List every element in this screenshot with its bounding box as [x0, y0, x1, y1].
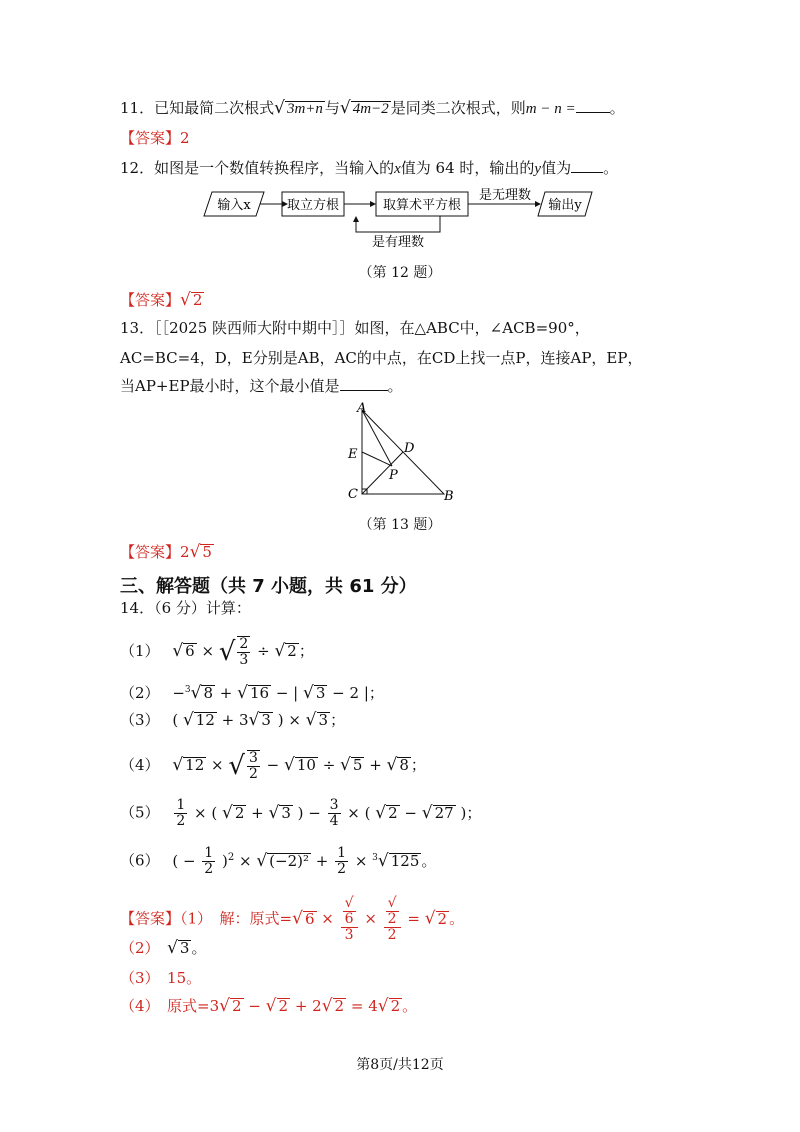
q11-radical-2: 4m−2: [352, 101, 389, 117]
q14-answer-4: （4） 原式=3√ 2 − √ 2 + 2√ 2 = 4√ 2 。: [120, 996, 418, 1016]
label-e: E: [348, 447, 358, 462]
flow-irrational-label: 是无理数: [478, 188, 532, 203]
flow-input-label: 输入x: [217, 198, 251, 213]
q13-answer: 【答案】2√ 5: [120, 542, 212, 562]
label-c: C: [348, 487, 358, 502]
page-footer: 第8页/共12页: [356, 1057, 444, 1073]
q14-item-6: （6） ( − $\frac{1}{2}$ )$^2$ × √ (−2)² + $\frac{1}{2}$ × $^3$√ 125 。: [120, 845, 437, 877]
q14-item-2: （2） −$^3$√ 8 + √ 16 − | √ 3 − 2 |；: [120, 683, 384, 703]
flow-output-label: 输出y: [548, 198, 582, 213]
q14-item-1: （1） √ 6 × √ $\frac{2}{3}$ ÷ √ 2 ；: [120, 636, 314, 668]
q14-answer-2: （2） √ 3 。: [120, 938, 207, 958]
q13-line-3: 当AP+EP最小时，这个最小值是 。: [120, 377, 403, 395]
q14-answer-3: （3） 15。: [120, 969, 202, 987]
q13-line-2: AC=BC=4，D，E分别是AB，AC的中点，在CD上找一点P，连接AP，EP，: [120, 349, 643, 367]
q12-caption: （第 12 题）: [358, 265, 442, 281]
q14-head: 14．（6 分）计算：: [120, 599, 251, 617]
label-p: P: [389, 468, 398, 483]
q12-flowchart: [200, 184, 600, 254]
flow-cube-root-label: 取立方根: [286, 198, 340, 213]
q14-item-5: （5） $\frac{1}{2}$ × ( √ 2 + √ 3 ) − $\frac{3}{4}$ × ( √ 2 − √ 27 )；: [120, 797, 482, 829]
segment-ap: [362, 410, 392, 466]
q11-radical-1: 3m+n: [286, 101, 323, 117]
flow-rational-label: 是有理数: [371, 235, 425, 250]
section-3-heading: 三、解答题（共 7 小题，共 61 分）: [120, 576, 417, 597]
q13-caption: （第 13 题）: [358, 517, 442, 533]
q14-item-3: （3） ( √ 12 + 3√ 3 ) × √ 3 ；: [120, 710, 346, 730]
label-a: A: [357, 401, 367, 416]
q13-blank: [340, 376, 388, 391]
q11-blank: [576, 98, 610, 113]
q12-answer: 【答案】√ 2: [120, 290, 203, 310]
q11-line: 11．已知最简二次根式√ 3m+n 与√ 4m−2 是同类二次根式，则m − n = 。: [120, 98, 625, 118]
q13-line-1: 13．［［2025 陕西师大附中期中］］如图，在△ABC中，∠ACB=90°，: [120, 319, 590, 337]
segment-ep: [362, 452, 392, 466]
q14-answer-1: 【答案】（1） 解：原式=√ 6 × √ 6 3 × √ 2 2 = √ 2 。: [120, 895, 465, 943]
q13-triangle-figure: [340, 398, 460, 506]
q14-item-4: （4） √ 12 × √ $\frac{3}{2}$ − √ 10 ÷ √ 5 + √ 8 ；: [120, 750, 426, 782]
label-d: D: [404, 441, 415, 456]
q11-answer: 【答案】2: [120, 129, 190, 147]
q12-line: 12．如图是一个数值转换程序，当输入的x值为 64 时，输出的y值为 。: [120, 159, 619, 177]
flow-sqrt-label: 取算术平方根: [382, 198, 462, 213]
label-b: B: [444, 489, 454, 504]
q12-blank: [571, 158, 603, 173]
